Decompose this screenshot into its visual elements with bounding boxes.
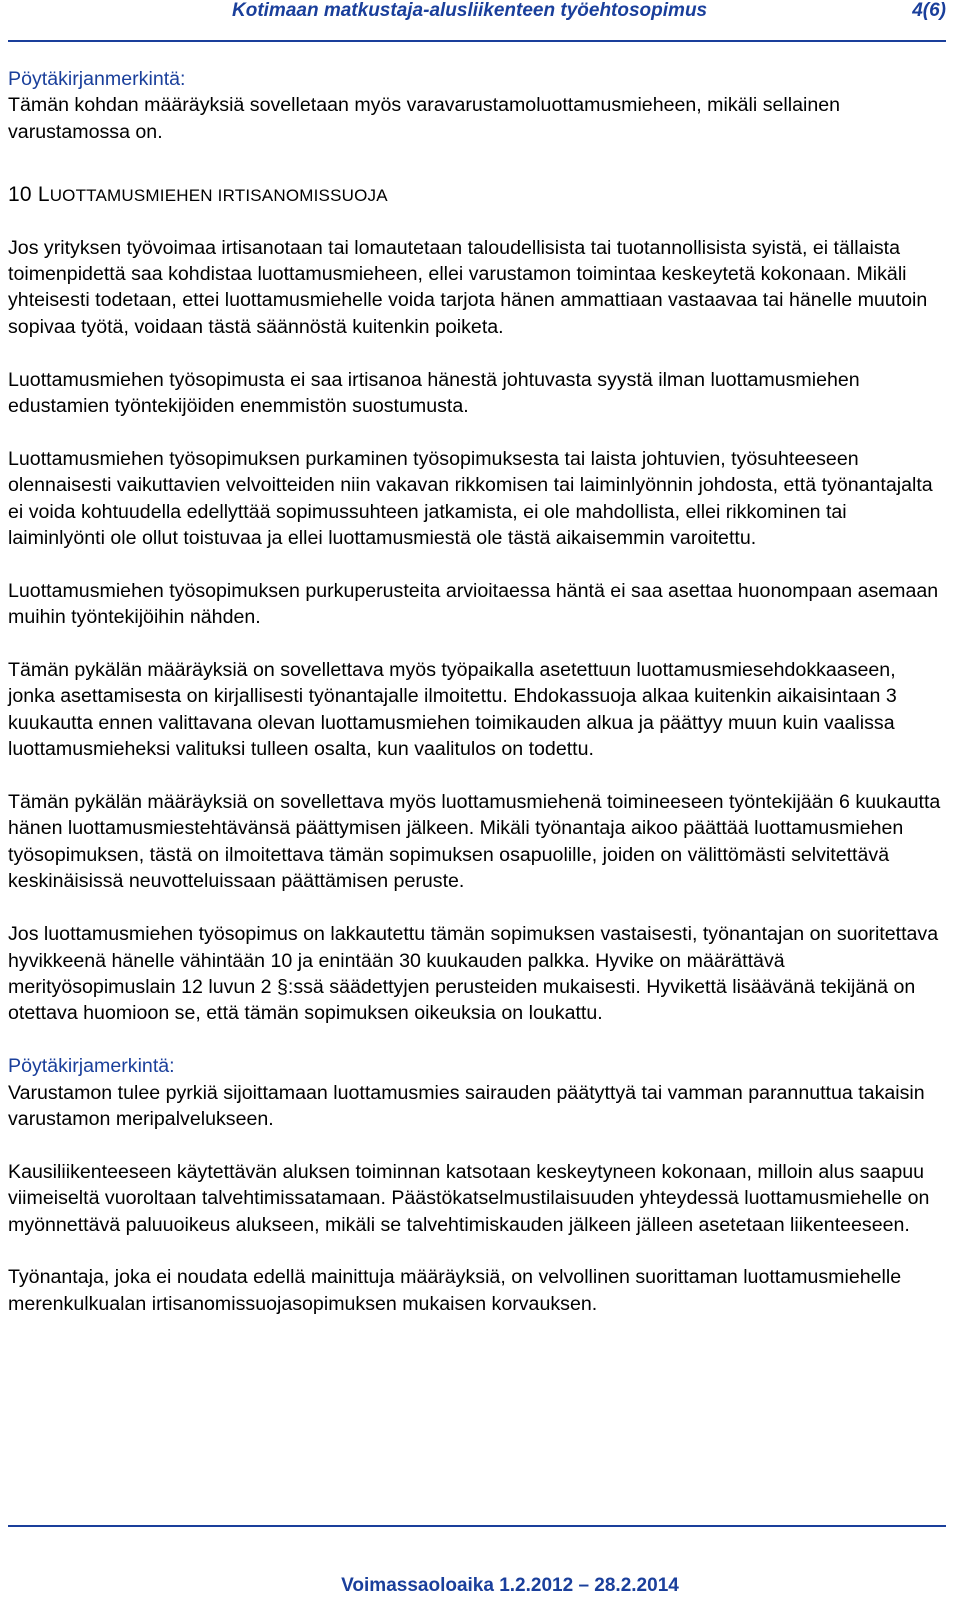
paragraph: Jos luottamusmiehen työsopimus on lakkautettu tämän sopimuksen vastaisesti, työnantajan on suoritettava hyvikkeenä hänelle vähintään 10 ja enintään 30 kuukauden palkka. Hyvike on määrättävä merityösopimuslain 12 luvun 2 §:ssä säädettyjen perusteiden mukaisesti. Hyvikettä lisäävänä tekijänä on otettava huomioon se, että tämän sopimuksen oikeuksia on loukattu. <box>8 923 939 1025</box>
note-text: Varustamon tulee pyrkiä sijoittamaan luottamusmies sairauden päätyttyä tai vamman parannuttua takaisin varustamon meripalvelukseen. <box>8 1081 925 1130</box>
header-page-number: 4(6) <box>912 0 946 21</box>
section-title-rest: UOTTAMUSMIEHEN IRTISANOMISSUOJA <box>49 186 388 206</box>
note-title: Pöytäkirjamerkintä: <box>8 1055 175 1078</box>
page-header <box>8 0 946 26</box>
section-title-initial: L <box>37 183 50 207</box>
header-rule <box>8 40 946 42</box>
note-title: Pöytäkirjanmerkintä: <box>8 68 186 90</box>
paragraph: Luottamusmiehen työsopimuksen purkuperusteita arvioitaessa häntä ei saa asettaa huonompaan asemaan muihin työntekijöihin nähden. <box>8 579 939 629</box>
document-body <box>8 66 944 1344</box>
paragraph: Työnantaja, joka ei noudata edellä mainittuja määräyksiä, on velvollinen suorittaman luottamusmiehelle merenkulkualan irtisanomissuojasopimuksen mukaisen korvauksen. <box>8 1266 902 1315</box>
section-heading <box>8 182 944 209</box>
paragraph: Tämän pykälän määräyksiä on sovellettava myös luottamusmiehenä toimineeseen työntekijään 6 kuukautta hänen luottamusmiestehtävänsä päättymisen jälkeen. Mikäli työnantaja aikoo päättää luottamusmiehen työsopimuksen, tästä on ilmoitettava tämän sopimuksen osapuolille, joiden on välittömästi selvitettävä keskinäisissä neuvotteluissaan päättämisen peruste. <box>8 791 941 893</box>
paragraph: Luottamusmiehen työsopimusta ei saa irtisanoa hänestä johtuvasta syystä ilman luottamusmiehen edustamien työntekijöiden enemmistön suostumusta. <box>8 368 860 418</box>
section-number: 10 <box>8 183 32 207</box>
note-text: Tämän kohdan määräyksiä sovelletaan myös varavarustamoluottamusmieheen, mikäli sellainen varustamossa on. <box>8 94 841 143</box>
paragraph: Tämän pykälän määräyksiä on sovellettava myös työpaikalla asetettuun luottamusmiesehdokkaaseen, jonka asettamisesta on kirjallisesti työnantajalle ilmoitettu. Ehdokassuoja alkaa kuitenkin aikaisintaan 3 kuukautta ennen valittavana olevan luottamusmiehen toimikauden alkua ja päättyy muun kuin vaalissa luottamusmieheksi valituksi tulleen osalta, kun vaalitulos on todettu. <box>8 659 897 761</box>
paragraph: Kausiliikenteeseen käytettävän aluksen toiminnan katsotaan keskeytyneen kokonaan, milloin alus saapuu viimeiseltä vuoroltaan talvehtimissatamaan. Päästökatselmustilaisuuden yhteydessä luottamusmiehelle on myönnettävä paluuoikeus alukseen, mikäli se talvehtimiskauden jälkeen jälleen asetetaan liikenteeseen. <box>8 1160 930 1236</box>
footer-rule <box>8 1525 946 1527</box>
footer-validity: Voimassaoloaika 1.2.2012 – 28.2.2014 <box>341 1575 679 1596</box>
paragraph: Jos yrityksen työvoimaa irtisanotaan tai lomautetaan taloudellisista tai tuotannollisista syistä, ei tällaista toimenpidettä saa kohdistaa luottamusmieheen, ellei varustamon toimintaa keskeytetä kokonaan. Mikäli yhteisesti todetaan, ettei luottamusmiehelle voida tarjota hänen ammattiaan vastaavaa tai hänelle muutoin sopivaa työtä, voidaan tästä säännöstä kuitenkin poiketa. <box>8 236 928 338</box>
header-title: Kotimaan matkustaja-alusliikenteen työehtosopimus <box>232 0 708 21</box>
paragraph: Luottamusmiehen työsopimuksen purkaminen työsopimuksesta tai laista johtuvien, työsuhteeseen olennaisesti vaikuttavien velvoitteiden niin vakavan rikkomisen tai laiminlyönnin johdosta, että työnantajalta ei voida kohtuudella edellyttää sopimussuhteen jatkamista, ei ole mahdollista, ellei rikkominen tai laiminlyönti ole ollut toistuvaa ja ellei luottamusmiestä ole tästä aikaisemmin varoitettu. <box>8 447 933 550</box>
